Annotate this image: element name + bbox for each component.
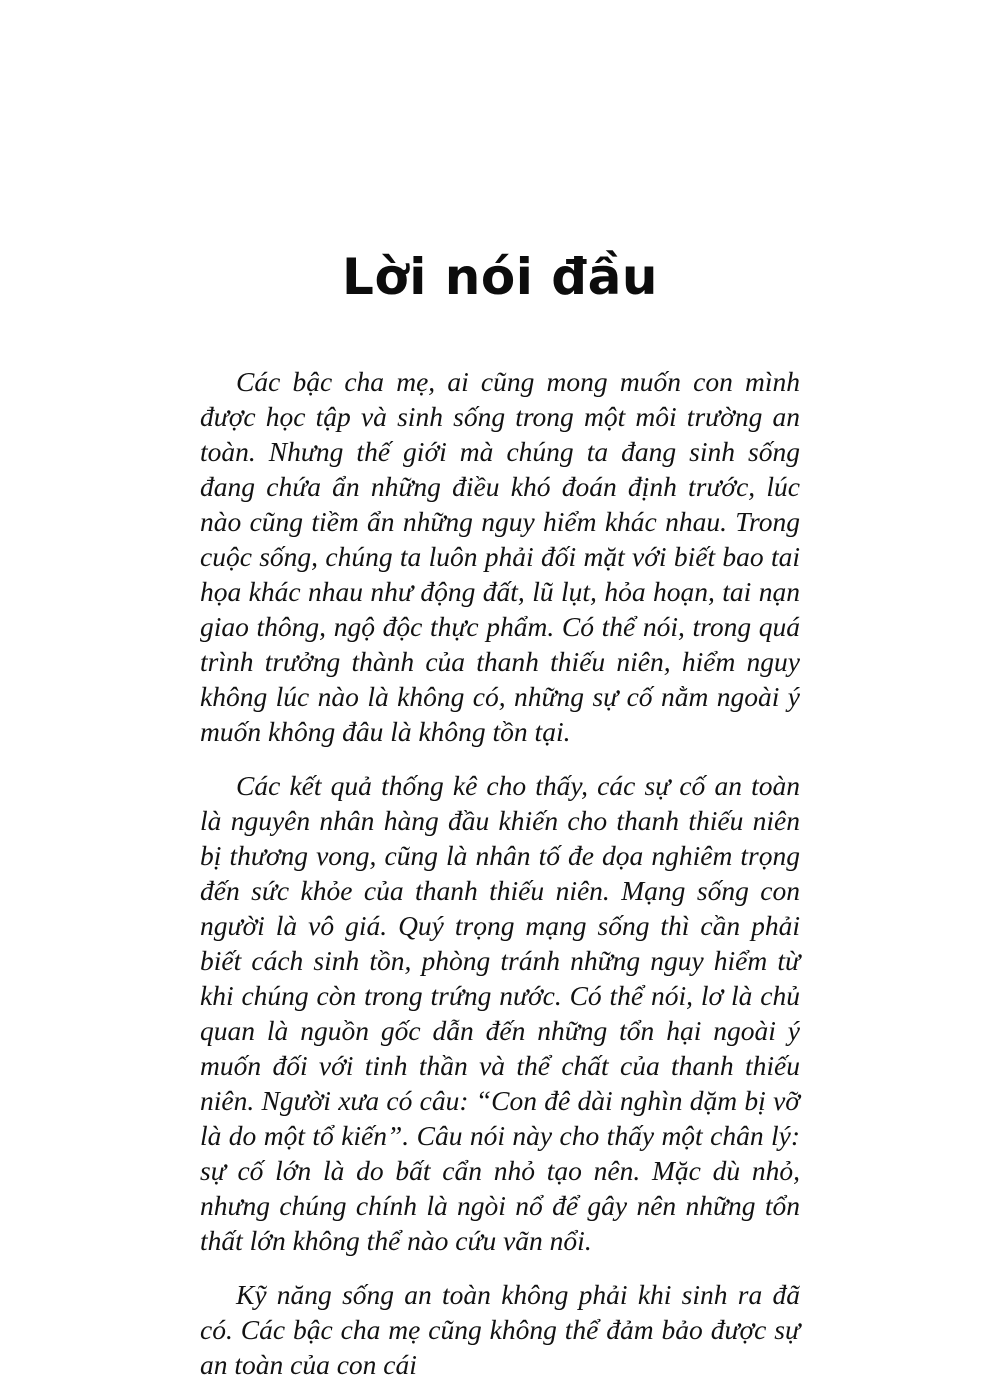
paragraph-1: Các bậc cha mẹ, ai cũng mong muốn con mình được học tập và sinh sống trong một môi trường an toàn. Nhưng thế giới mà chúng ta đang sinh sống đang chứa ẩn những điều khó đoán định trước, lúc nào cũng tiềm ẩn những nguy hiểm khác nhau. Trong cuộc sống, chúng ta luôn phải đối mặt với biết bao tai họa khác nhau như động đất, lũ lụt, hỏa hoạn, tai nạn giao thông, ngộ độc thực phẩm. Có thể nói, trong quá trình trưởng thành của thanh thiếu niên, hiểm nguy không lúc nào là không có, những sự cố nằm ngoài ý muốn không đâu là không tồn tại. (200, 366, 800, 747)
paragraph-3: Kỹ năng sống an toàn không phải khi sinh ra đã có. Các bậc cha mẹ cũng không thể đảm bảo được sự an toàn của con cái (200, 1279, 800, 1380)
page-title: Lời nói đầu (342, 248, 658, 306)
paragraph-2: Các kết quả thống kê cho thấy, các sự cố an toàn là nguyên nhân hàng đầu khiến cho thanh thiếu niên bị thương vong, cũng là nhân tố đe dọa nghiêm trọng đến sức khỏe của thanh thiếu niên. Mạng sống con người là vô giá. Quý trọng mạng sống thì cần phải biết cách sinh tồn, phòng tránh những nguy hiểm từ khi chúng còn trong trứng nước. Có thể nói, lơ là chủ quan là nguồn gốc dẫn đến những tổn hại ngoài ý muốn đối với tinh thần và thể chất của thanh thiếu niên. Người xưa có câu: “Con đê dài nghìn dặm bị vỡ là do một tổ kiến”. Câu nói này cho thấy một chân lý: sự cố lớn là do bất cẩn nhỏ tạo nên. Mặc dù nhỏ, nhưng chúng chính là ngòi nổ để gây nên những tổn thất lớn không thể nào cứu vãn nổi. (200, 770, 800, 1256)
body-text (200, 364, 800, 1382)
